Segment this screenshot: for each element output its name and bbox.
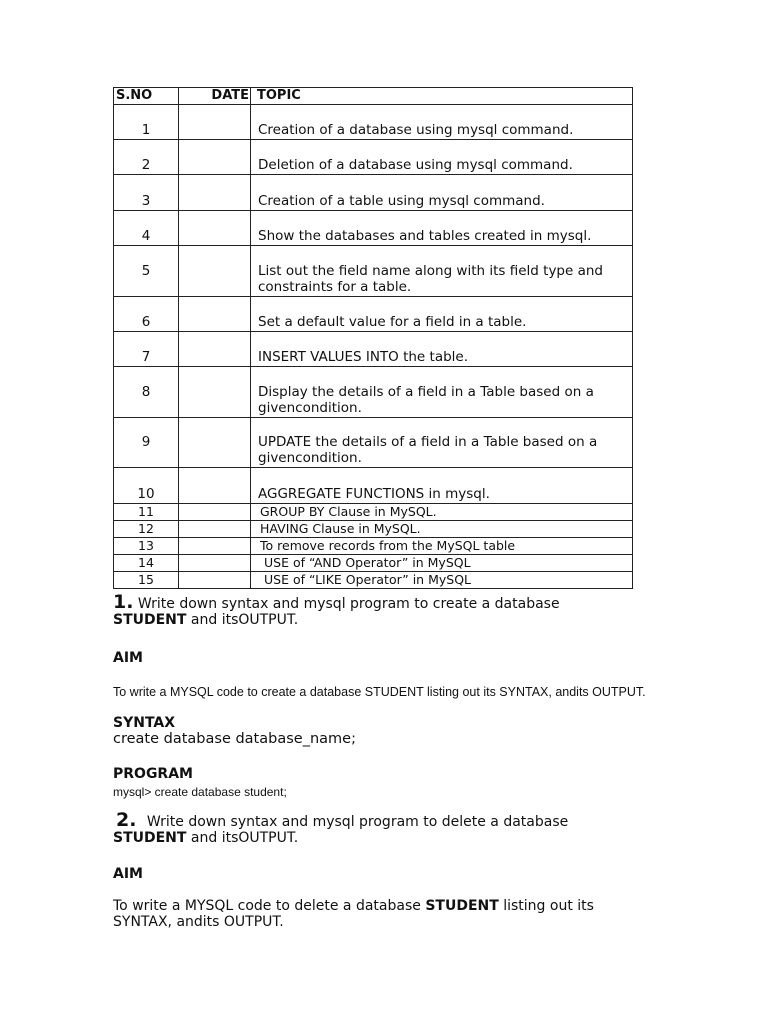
row-date	[179, 504, 251, 521]
row-sno: 2	[114, 140, 179, 175]
table-row	[114, 332, 633, 367]
table-header-row	[114, 88, 633, 105]
row-sno: 11	[114, 504, 179, 521]
question-1-line2: and itsOUTPUT.	[186, 612, 299, 628]
row-date	[179, 105, 251, 140]
row-topic: USE of “AND Operator” in MySQL	[251, 555, 633, 572]
q1-program-heading: PROGRAM	[113, 766, 193, 782]
header-sno: S.NO	[114, 88, 179, 105]
row-date	[179, 572, 251, 589]
table-row	[114, 572, 633, 589]
row-topic: Show the databases and tables created in mysql.	[251, 211, 633, 246]
row-sno: 4	[114, 211, 179, 246]
row-topic: Creation of a table using mysql command.	[251, 175, 633, 211]
q1-aim-heading: AIM	[113, 650, 143, 666]
q2-aim-line2: SYNTAX, andits OUTPUT.	[113, 914, 284, 930]
row-topic: Creation of a database using mysql command.	[251, 105, 633, 140]
question-1-bold-word: STUDENT	[113, 612, 187, 628]
q2-aim-text	[113, 898, 594, 930]
row-date	[179, 538, 251, 555]
table-row	[114, 297, 633, 332]
question-2-line1: Write down syntax and mysql program to delete a database	[146, 814, 569, 830]
header-date: DATE	[179, 88, 251, 105]
row-sno: 9	[114, 418, 179, 468]
table-row	[114, 468, 633, 504]
row-date	[179, 175, 251, 211]
q1-aim-text: To write a MYSQL code to create a database STUDENT listing out its SYNTAX, andits OUTPUT.	[113, 685, 646, 699]
row-topic: List out the field name along with its field type and constraints for a table.	[251, 246, 633, 297]
table-row	[114, 211, 633, 246]
row-sno: 1	[114, 105, 179, 140]
row-sno: 6	[114, 297, 179, 332]
table-row	[114, 504, 633, 521]
row-sno: 12	[114, 521, 179, 538]
q2-aim-bold: STUDENT	[425, 898, 499, 914]
q1-syntax-heading: SYNTAX	[113, 715, 176, 731]
row-sno: 10	[114, 468, 179, 504]
q1-program-text: mysql> create database student;	[113, 785, 287, 799]
question-2	[113, 809, 569, 846]
row-sno: 8	[114, 367, 179, 418]
row-topic: USE of “LIKE Operator” in MySQL	[251, 572, 633, 589]
table-row	[114, 246, 633, 297]
q2-aim-text-b: listing out its	[498, 898, 594, 914]
row-topic: GROUP BY Clause in MySQL.	[251, 504, 633, 521]
row-date	[179, 211, 251, 246]
table-row	[114, 418, 633, 468]
question-2-line2: and itsOUTPUT.	[186, 830, 299, 846]
table-row	[114, 538, 633, 555]
row-topic: UPDATE the details of a field in a Table based on a givencondition.	[251, 418, 633, 468]
question-1-number: 1.	[113, 591, 134, 613]
row-topic: Set a default value for a field in a table.	[251, 297, 633, 332]
question-2-bold-word: STUDENT	[113, 830, 187, 846]
row-sno: 14	[114, 555, 179, 572]
row-date	[179, 297, 251, 332]
question-1-line1: Write down syntax and mysql program to create a database	[137, 596, 560, 612]
q2-aim-heading: AIM	[113, 866, 143, 882]
header-topic: TOPIC	[251, 88, 633, 105]
row-sno: 7	[114, 332, 179, 367]
row-topic: HAVING Clause in MySQL.	[251, 521, 633, 538]
q2-aim-text-a: To write a MYSQL code to delete a database	[113, 898, 426, 914]
row-topic: INSERT VALUES INTO the table.	[251, 332, 633, 367]
row-date	[179, 521, 251, 538]
row-date	[179, 367, 251, 418]
row-topic: Deletion of a database using mysql command.	[251, 140, 633, 175]
row-sno: 15	[114, 572, 179, 589]
row-sno: 13	[114, 538, 179, 555]
q1-syntax-text: create database database_name;	[113, 731, 356, 747]
row-date	[179, 555, 251, 572]
table-row	[114, 521, 633, 538]
row-date	[179, 332, 251, 367]
row-topic: Display the details of a field in a Table based on a givencondition.	[251, 367, 633, 418]
question-1	[113, 591, 560, 628]
row-sno: 3	[114, 175, 179, 211]
row-sno: 5	[114, 246, 179, 297]
table-row	[114, 555, 633, 572]
table-row	[114, 175, 633, 211]
row-date	[179, 246, 251, 297]
table-row	[114, 367, 633, 418]
table-row	[114, 105, 633, 140]
table-row	[114, 140, 633, 175]
row-topic: AGGREGATE FUNCTIONS in mysql.	[251, 468, 633, 504]
question-2-number: 2.	[116, 809, 137, 831]
row-date	[179, 418, 251, 468]
row-topic: To remove records from the MySQL table	[251, 538, 633, 555]
topics-table	[113, 87, 633, 589]
row-date	[179, 140, 251, 175]
row-date	[179, 468, 251, 504]
